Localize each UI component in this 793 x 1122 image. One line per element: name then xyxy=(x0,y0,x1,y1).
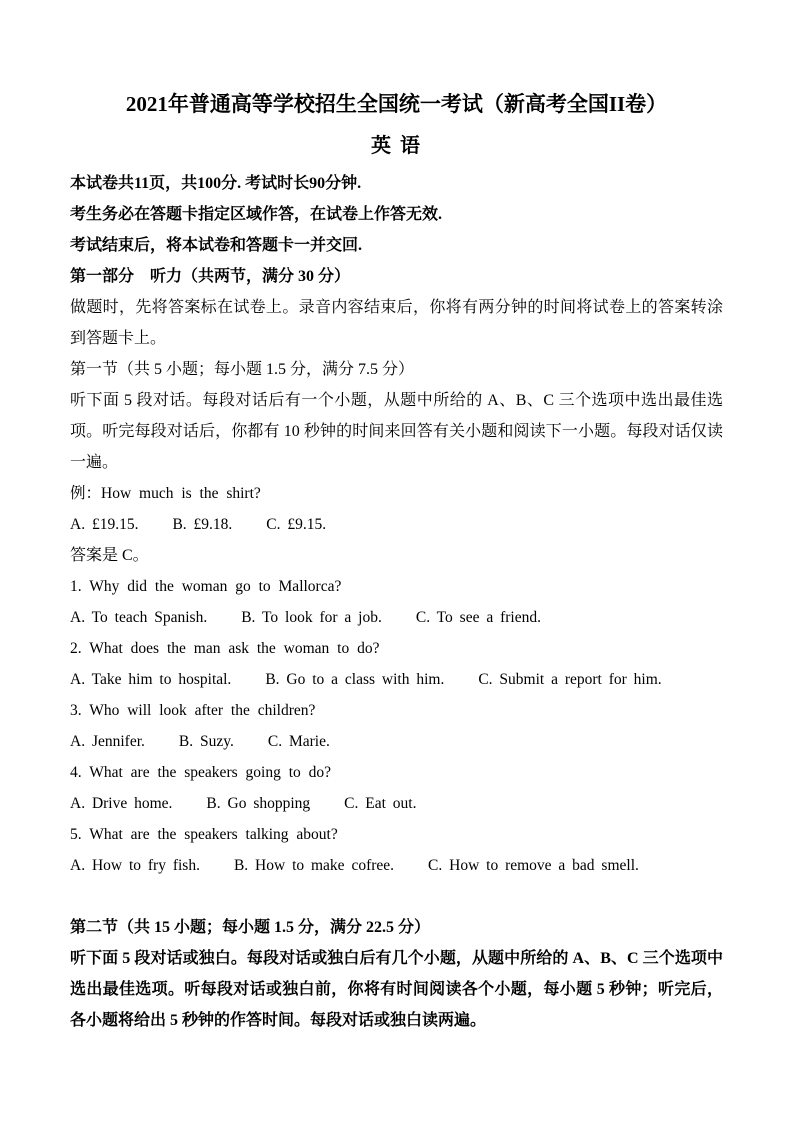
option: B. To look for a job. xyxy=(241,609,382,626)
option: C. Submit a report for him. xyxy=(478,671,662,688)
body-paragraph: 1. Why did the woman go to Mallorca? xyxy=(70,578,342,595)
body-paragraph: 3. Who will look after the children? xyxy=(70,702,316,719)
options-line xyxy=(70,602,723,633)
options-line xyxy=(70,664,723,695)
option: C. Eat out. xyxy=(344,795,417,812)
document-subtitle: 英 语 xyxy=(371,135,422,157)
body-paragraph: 答案是 C。 xyxy=(70,547,149,564)
option: B. Go to a class with him. xyxy=(265,671,445,688)
options-line xyxy=(70,726,723,757)
options-line xyxy=(70,509,723,540)
option: A. To teach Spanish. xyxy=(70,609,208,626)
options-line xyxy=(70,788,723,819)
body-paragraph: 听下面 5 段对话。每段对话后有一个小题，从题中所给的 A、B、C 三个选项中选出最佳选项。听完每段对话后，你都有 10 秒钟的时间来回答有关小题和阅读下一小题。每段对话仅读一遍。 xyxy=(70,392,723,471)
document-body xyxy=(70,168,723,1036)
option: A. Take him to hospital. xyxy=(70,671,232,688)
option: C. To see a friend. xyxy=(415,609,541,626)
option: A. How to fry fish. xyxy=(70,857,200,874)
body-paragraph: 第一节（共 5 小题；每小题 1.5 分，满分 7.5 分） xyxy=(70,361,415,378)
option: C. £9.15. xyxy=(266,516,327,533)
section-heading: 第一部分 听力（共两节，满分 30 分） xyxy=(70,268,351,285)
option: C. Marie. xyxy=(267,733,330,750)
section-heading: 考生务必在答题卡指定区域作答，在试卷上作答无效. xyxy=(70,206,443,223)
option: B. Suzy. xyxy=(178,733,234,750)
section-heading: 本试卷共11页，共100分. 考试时长90分钟. xyxy=(70,175,362,192)
document-title: 2021年普通高等学校招生全国统一考试（新高考全国II卷） xyxy=(125,92,668,116)
option: B. Go shopping xyxy=(206,795,311,812)
option: A. Jennifer. xyxy=(70,733,145,750)
option: A. Drive home. xyxy=(70,795,173,812)
body-paragraph: 4. What are the speakers going to do? xyxy=(70,764,331,781)
option: B. How to make cofree. xyxy=(233,857,395,874)
section-heading: 考试结束后，将本试卷和答题卡一并交回. xyxy=(70,237,363,254)
body-paragraph: 5. What are the speakers talking about? xyxy=(70,826,338,843)
option: A. £19.15. xyxy=(70,516,139,533)
section-heading: 听下面 5 段对话或独白。每段对话或独白后有几个小题，从题中所给的 A、B、C 三个选项中选出最佳选项。听每段对话或独白前，你将有时间阅读各个小题，每小题 5 秒钟；听完后，各小题将给出 5 秒钟的作答时间。每段对话或独白读两遍。 xyxy=(70,950,723,1029)
body-paragraph: 2. What does the man ask the woman to do? xyxy=(70,640,380,657)
option: C. How to remove a bad smell. xyxy=(428,857,639,874)
body-paragraph: 做题时，先将答案标在试卷上。录音内容结束后，你将有两分钟的时间将试卷上的答案转涂到答题卡上。 xyxy=(70,299,723,347)
body-paragraph: 例：How much is the shirt? xyxy=(70,485,261,502)
options-line xyxy=(70,850,723,881)
option: B. £9.18. xyxy=(172,516,233,533)
section-heading: 第二节（共 15 小题；每小题 1.5 分，满分 22.5 分） xyxy=(70,919,431,936)
